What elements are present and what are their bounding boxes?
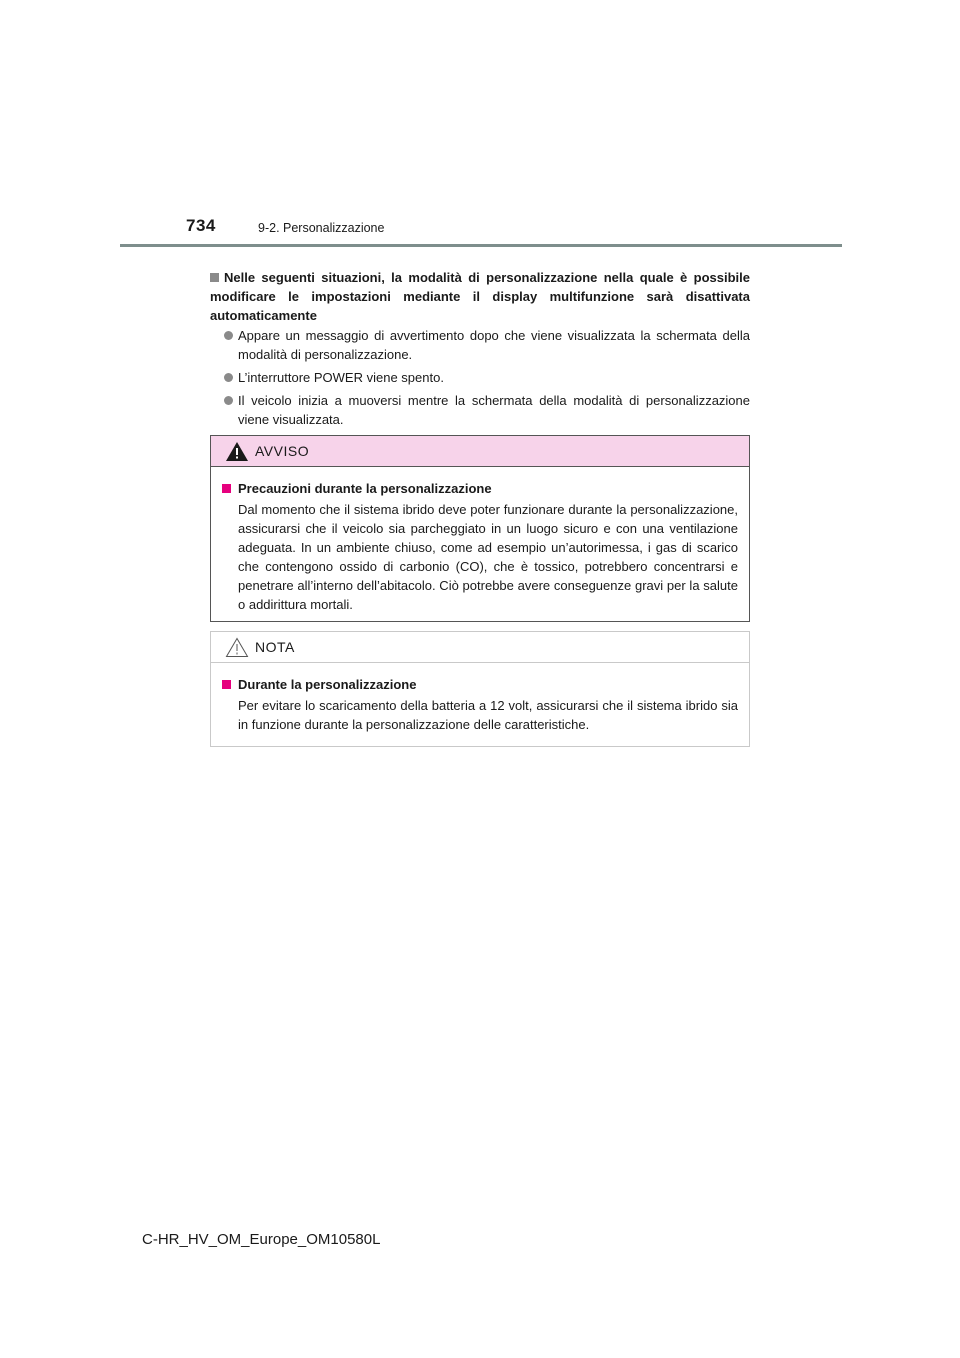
note-subheading-text: Durante la personalizzazione: [238, 677, 417, 692]
list-item: [210, 368, 750, 387]
warning-box: [210, 435, 750, 622]
note-subheading: [222, 675, 738, 694]
list-item: [210, 391, 750, 429]
section-heading: [210, 268, 750, 325]
caution-outline-triangle-icon: [225, 637, 249, 658]
bullet-list: [210, 326, 750, 433]
list-item: [210, 326, 750, 364]
pink-square-icon: [222, 680, 231, 689]
warning-subheading-text: Precauzioni durante la personalizzazione: [238, 481, 492, 496]
warning-subheading: [222, 479, 738, 498]
bullet-dot-icon: [224, 396, 233, 405]
warning-triangle-icon: [225, 441, 249, 462]
page-number: 734: [186, 216, 216, 235]
section-title: 9-2. Personalizzazione: [258, 221, 385, 235]
note-title: NOTA: [255, 639, 295, 655]
warning-title: AVVISO: [255, 443, 310, 459]
note-header: [211, 632, 749, 663]
header-rule: [120, 244, 842, 247]
note-box: [210, 631, 750, 747]
gray-square-icon: [210, 273, 219, 282]
list-item-text: Il veicolo inizia a muoversi mentre la schermata della modalità di personalizzazione viene visualizzata.: [238, 393, 750, 427]
warning-header: [211, 436, 749, 467]
section-heading-text: Nelle seguenti situazioni, la modalità di personalizzazione nella quale è possibile modificare le impostazioni mediante il display multifunzione sarà disattivata automaticamente: [210, 270, 750, 323]
note-text: Per evitare lo scaricamento della batteria a 12 volt, assicurarsi che il sistema ibrido sia in funzione durante la personalizzazione delle caratteristiche.: [238, 698, 738, 732]
list-item-text: Appare un messaggio di avvertimento dopo che viene visualizzata la schermata della modalità di personalizzazione.: [238, 328, 750, 362]
note-body: [211, 663, 749, 734]
document-code: C-HR_HV_OM_Europe_OM10580L: [142, 1231, 381, 1248]
warning-text: Dal momento che il sistema ibrido deve poter funzionare durante la personalizzazione, assicurarsi che il veicolo sia parcheggiato in un luogo sicuro e con una ventilazione adeguata. In un ambiente chiuso, come ad esempio un’autorimessa, i gas di scarico che contengono ossido di carbonio (CO), che è tossico, potrebbero concentrarsi e penetrare all’interno dell’abitacolo. Ciò potrebbe avere conseguenze gravi per la salute o addirittura mortali.: [238, 502, 738, 612]
bullet-dot-icon: [224, 331, 233, 340]
bullet-dot-icon: [224, 373, 233, 382]
list-item-text: L’interruttore POWER viene spento.: [238, 370, 444, 385]
pink-square-icon: [222, 484, 231, 493]
warning-body: [211, 467, 749, 614]
